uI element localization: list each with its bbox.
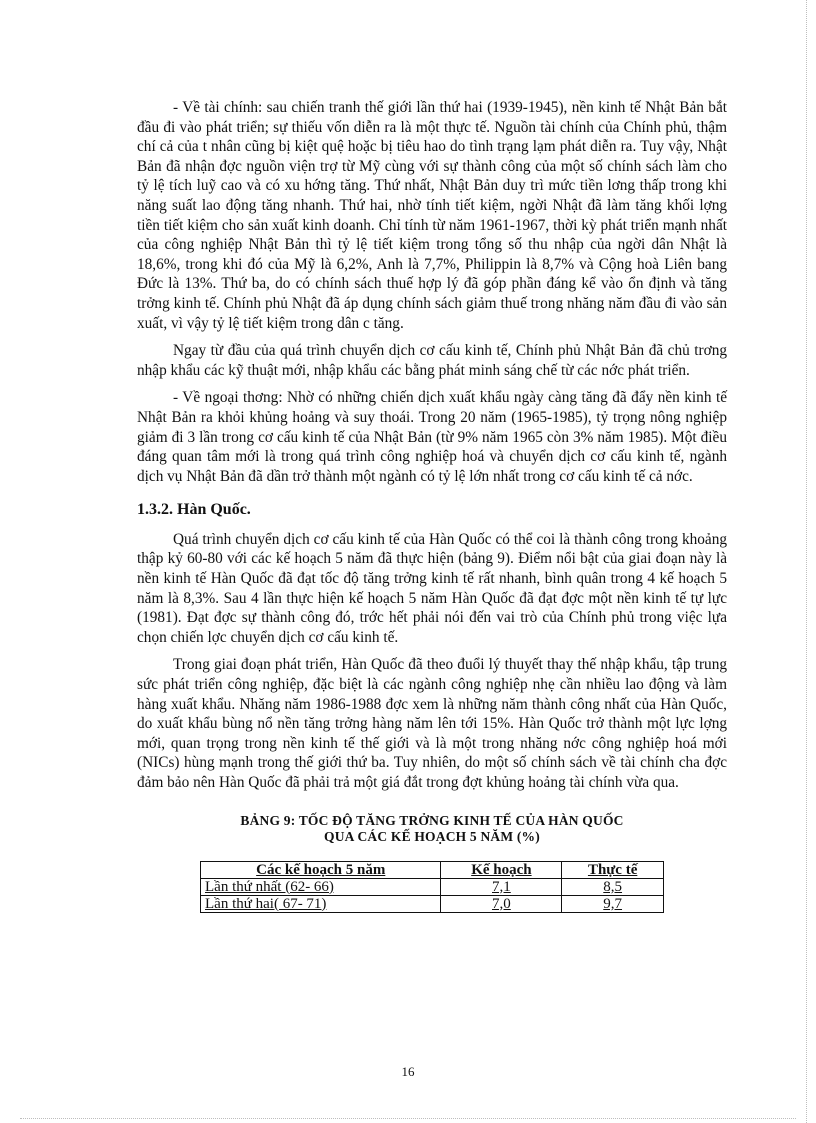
document-body xyxy=(137,98,727,913)
row-planned-value: 7,1 xyxy=(441,878,562,895)
table-caption xyxy=(137,813,727,845)
paragraph-finance: - Về tài chính: sau chiến tranh thế giới lần thứ hai (1939-1945), nền kinh tế Nhật Bản bắt đầu đi vào phát triển; sự thiếu vốn diễn ra là một thực tế. Nguồn tài chính của Chính phủ, thậm chí cả của t nhân cũng bị kiệt quệ hoặc bị tiêu hao do tình trạng lạm phát diễn ra. Tuy vậy, Nhật Bản đã nhận đợc nguồn viện trợ từ Mỹ cùng với sự thành công của một số chính sách làm cho tỷ lệ tích luỹ cao và có xu hớng tăng. Thứ nhất, Nhật Bản duy trì mức tiền lơng thấp trong khi năng suất lao động tăng nhanh. Thứ hai, nhờ tính tiết kiệm, ngời Nhật đã làm tăng khối lợng tiền tiết kiệm cho sản xuất kinh doanh. Chỉ tính từ năm 1961-1967, thời kỳ phát triển mạnh nhất của công nghiệp Nhật Bản thì tỷ lệ tiết kiệm trong tổng số thu nhập của ngời dân Nhật là 18,6%, trong khi đó của Mỹ là 6,2%, Anh là 7,7%, Philippin là 8,7% và Cộng hoà Liên bang Đức là 13%. Thứ ba, do có chính sách thuế hợp lý đã góp phần đáng kể vào ổn định và tăng trởng kinh tế. Chính phủ Nhật đã áp dụng chính sách giảm thuế trong nhăng năm đầu đi vào sản xuất, vì vậy tỷ lệ tiết kiệm trong dân c tăng. xyxy=(137,99,727,332)
header-planned: Kế hoạch xyxy=(441,861,562,878)
row-label: Lần thứ nhất (62- 66) xyxy=(201,878,441,895)
row-label: Lần thứ hai( 67- 71) xyxy=(201,895,441,912)
paragraph-korea-development: Trong giai đoạn phát triển, Hàn Quốc đã theo đuổi lý thuyết thay thế nhập khẩu, tập trung sức phát triển công nghiệp, đặc biệt là các ngành công nghiệp nhẹ cần nhiều lao động và làm hàng xuất khẩu. Nhăng năm 1986-1988 đợc xem là những năm thành công nhất của Hàn Quốc, do xuất khẩu bùng nổ nền tăng trởng hàng năm lên tới 15%. Hàn Quốc trở thành một lực lợng mới, quan trọng trong nền kinh tế thế giới và là một trong nhăng nớc công nghiệp hoá mới (NICs) hùng mạnh trong thế giới thứ ba. Tuy nhiên, do một số chính sách về tài chính cha đợc đảm bảo nên Hàn Quốc đã phải trả một giá đắt trong đợt khủng hoảng tài chính vừa qua. xyxy=(137,656,727,791)
page-bottom-border xyxy=(20,1118,796,1119)
row-planned-value: 7,0 xyxy=(441,895,562,912)
section-heading: 1.3.2. Hàn Quốc. xyxy=(137,501,251,519)
table-caption-line-1: BẢNG 9: TỐC ĐỘ TĂNG TRỞNG KINH TẾ CỦA HÀN QUỐC xyxy=(240,812,624,828)
paragraph-korea-overview: Quá trình chuyển dịch cơ cấu kinh tế của Hàn Quốc có thể coi là thành công trong khoảng thập kỷ 60-80 với các kế hoạch 5 năm đã thực hiện (bảng 9). Điểm nổi bật của giai đoạn này là nền kinh tế Hàn Quốc đã đạt tốc độ tăng trởng kinh tế rất nhanh, bình quân trong 4 kế hoạch 5 năm là 8,3%. Sau 4 lần thực hiện kế hoạch 5 năm Hàn Quốc đã đạt đợc một nền kinh tế tự lực (1981). Đạt đợc sự thành công đó, trớc hết phải nói đến vai trò của Chính phủ trong việc lựa chọn chiến lợc chuyển dịch cơ cấu kinh tế. xyxy=(137,530,727,646)
header-actual: Thực tế xyxy=(562,861,664,878)
table-row xyxy=(201,878,664,895)
table-row xyxy=(201,895,664,912)
growth-table xyxy=(200,861,664,913)
page-number: 16 xyxy=(401,1064,415,1079)
row-actual-value: 8,5 xyxy=(562,878,664,895)
row-actual-value: 9,7 xyxy=(562,895,664,912)
paragraph-foreign-trade: - Về ngoại thơng: Nhờ có những chiến dịch xuất khẩu ngày càng tăng đã đẩy nền kinh tế Nhật Bản ra khỏi khủng hoảng và suy thoái. Trong 20 năm (1965-1985), tỷ trọng nông nghiệp giảm đi 3 lần trong cơ cấu kinh tế của Nhật Bản (từ 9% năm 1965 còn 3% năm 1985). Một điều đáng quan tâm mới là trong quá trình công nghiệp hoá và chuyển dịch cơ cấu kinh tế, ngành dịch vụ Nhật Bản đã dần trở thành một ngành có tỷ lệ lớn nhất trong cơ cấu kinh tế cả nớc. xyxy=(137,389,727,485)
page-right-border xyxy=(806,0,807,1123)
header-plan-period: Các kế hoạch 5 năm xyxy=(201,861,441,878)
table-header-row xyxy=(201,861,664,878)
table-caption-line-2: QUA CÁC KẾ HOẠCH 5 NĂM (%) xyxy=(324,828,540,844)
paragraph-tech-import: Ngay từ đầu của quá trình chuyển dịch cơ cấu kinh tế, Chính phủ Nhật Bản đã chủ trơng nhập khẩu các kỹ thuật mới, nhập khẩu các bằng phát minh sáng chế từ các nớc phát triển. xyxy=(137,342,727,379)
